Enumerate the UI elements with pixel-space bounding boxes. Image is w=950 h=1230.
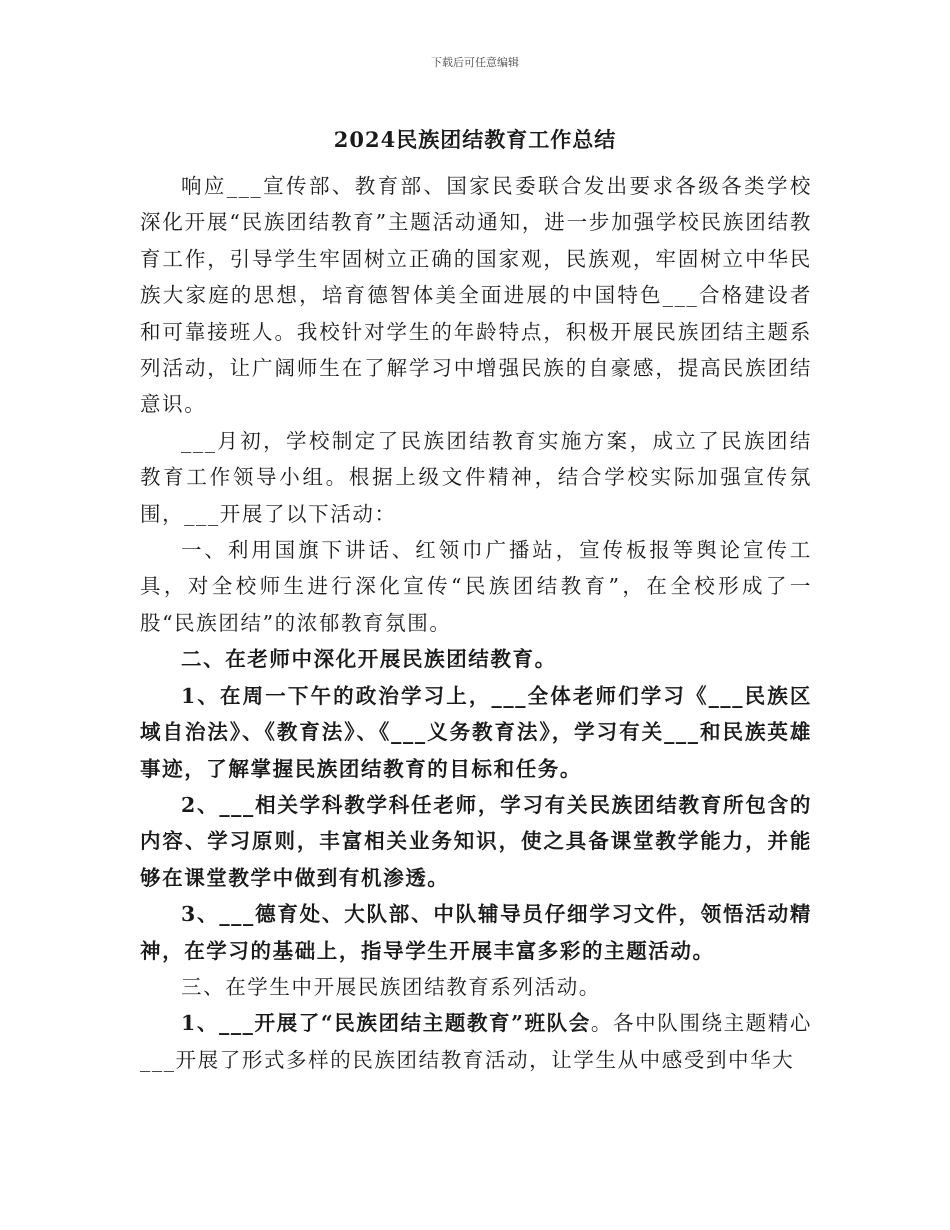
paragraph-item-2-2: 2、___相关学科教学科任老师，学习有关民族团结教育所包含的内容、学习原则，丰富相关业务知识，使之具备课堂教学能力，并能够在课堂教学中做到有机渗透。: [140, 792, 812, 890]
header-note: 下载后可任意编辑: [431, 56, 519, 69]
item-3-1-lead: 1、___开展了“民族团结主题教育”班队会: [181, 1011, 591, 1036]
paragraph-item-2-1: 1、在周一下午的政治学习上，___全体老师们学习《___民族区域自治法》、《教育法》、《___义务教育法》，学习有关___和民族英雄事迹，了解掌握民族团结教育的目标和任务。: [140, 683, 812, 781]
paragraph-month: ___月初，学校制定了民族团结教育实施方案，成立了民族团结教育工作领导小组。根据上级文件精神，结合学校实际加强宣传氛围，___开展了以下活动：: [140, 428, 812, 526]
item-3-1-text: 。各中队围绕主题精心___开展了形式多样的民族团结教育活动，让学生从中感受到中华大: [140, 1011, 813, 1072]
paragraph-item-3-1: [140, 1005, 812, 1078]
section-heading-2: 二、在老师中深化开展民族团结教育。: [181, 647, 557, 672]
paragraph-section-1: 一、利用国旗下讲话、红领巾广播站，宣传板报等舆论宣传工具，对全校师生进行深化宣传“民族团结教育”，在全校形成了一股“民族团结”的浓郁教育氛围。: [140, 538, 812, 635]
document-title: 2024民族团结教育工作总结: [333, 127, 617, 152]
paragraph-intro: 响应___宣传部、教育部、国家民委联合发出要求各级各类学校深化开展“民族团结教育”主题活动通知，进一步加强学校民族团结教育工作，引导学生牢固树立正确的国家观，民族观，牢固树立中华民族大家庭的思想，培育德智体美全面进展的中国特色___合格建设者和可靠接班人。我校针对学生的年龄特点，积极开展民族团结主题系列活动，让广阔师生在了解学习中增强民族的自豪感，提高民族团结意识。: [140, 174, 812, 417]
section-heading-3: 三、在学生中开展民族团结教育系列活动。: [181, 974, 601, 999]
paragraph-item-2-3: 3、___德育处、大队部、中队辅导员仔细学习文件，领悟活动精神，在学习的基础上，指导学生开展丰富多彩的主题活动。: [140, 902, 812, 963]
document-body: [140, 168, 812, 1078]
